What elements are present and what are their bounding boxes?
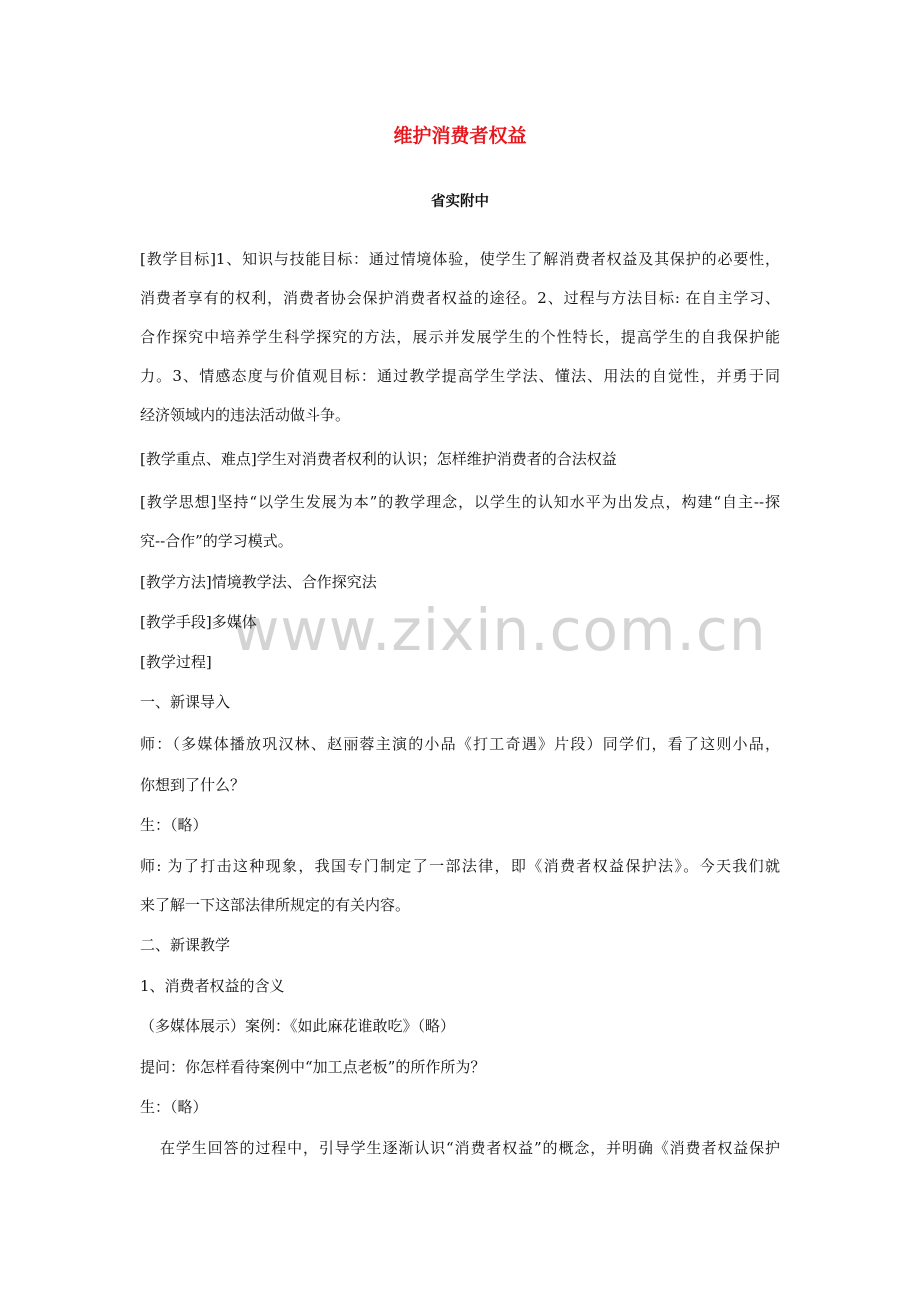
paragraph-line: [教学思想]坚持“以学生发展为本”的教学理念，以学生的认知水平为出发点，构建“自主--探: [140, 493, 780, 511]
watermark: www.zixin.com.cn: [232, 596, 767, 664]
paragraph-line: 消费者享有的权利，消费者协会保护消费者权益的途径。2、过程与方法目标: 在自主学习、: [140, 289, 780, 307]
subsection-heading: 1、消费者权益的含义: [140, 977, 285, 995]
section-heading: 一、新课导入: [140, 693, 231, 711]
paragraph-line: 在学生回答的过程中，引导学生逐渐认识“消费者权益”的概念，并明确《消费者权益保护: [160, 1139, 780, 1157]
document-subtitle: 省实附中: [431, 194, 489, 210]
paragraph-line: 你想到了什么？: [140, 776, 246, 794]
paragraph-line: 提问：你怎样看待案例中“加工点老板”的所作所为？: [140, 1058, 486, 1076]
paragraph-line: [教学目标]1、知识与技能目标：通过情境体验，使学生了解消费者权益及其保护的必要性，: [140, 250, 780, 268]
paragraph-line: 究--合作”的学习模式。: [140, 532, 293, 550]
paragraph-line: 师：（多媒体播放巩汉林、赵丽蓉主演的小品《打工奇遇》片段）同学们，看了这则小品，: [140, 735, 780, 753]
paragraph-line: 力。3、情感态度与价值观目标：通过教学提高学生学法、懂法、用法的自觉性，并勇于同: [140, 367, 780, 385]
paragraph-line: 合作探究中培养学生科学探究的方法，展示并发展学生的个性特长，提高学生的自我保护能: [140, 328, 780, 346]
document-title: 维护消费者权益: [393, 125, 527, 147]
paragraph-line: 经济领域内的违法活动做斗争。: [140, 406, 351, 424]
paragraph-line: [教学手段]多媒体: [140, 613, 257, 631]
paragraph-line: 生：（略）: [140, 1098, 208, 1116]
section-heading: 二、新课教学: [140, 936, 231, 954]
paragraph-line: 师: 为了打击这种现象，我国专门制定了一部法律，即《消费者权益保护法》。今天我们就: [140, 857, 780, 875]
paragraph-line: [教学过程]: [140, 653, 212, 671]
paragraph-line: 来了解一下这部法律所规定的有关内容。: [140, 896, 411, 914]
paragraph-line: [教学重点、难点]学生对消费者权利的认识；怎样维护消费者的合法权益: [140, 450, 617, 468]
paragraph-line: （多媒体展示）案例：《如此麻花谁敢吃》（略）: [140, 1017, 456, 1035]
paragraph-line: 生：（略）: [140, 816, 208, 834]
paragraph-line: [教学方法]情境教学法、合作探究法: [140, 573, 377, 591]
